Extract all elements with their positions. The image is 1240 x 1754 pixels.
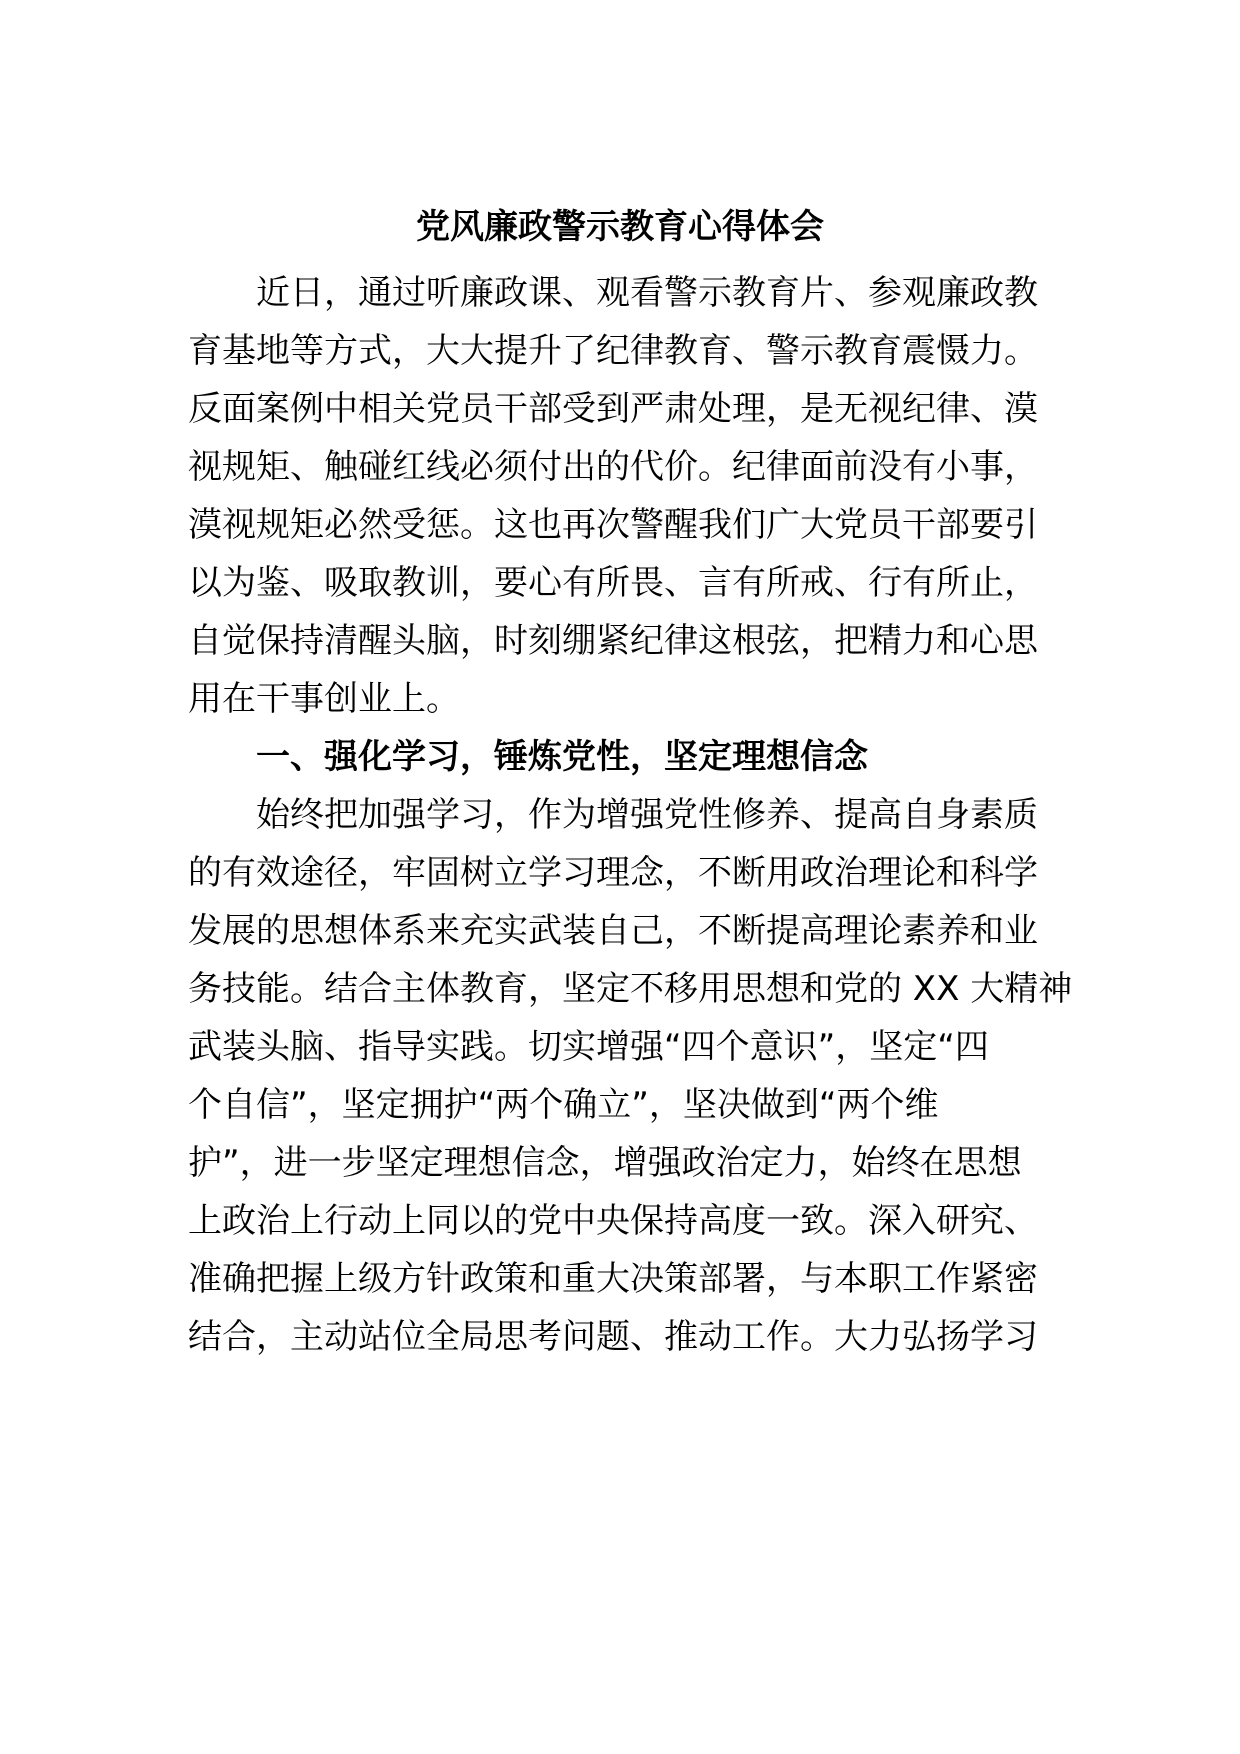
section-heading: 一、强化学习，锤炼党性，坚定理想信念 <box>256 737 868 777</box>
paragraph-line: 视规矩、触碰红线必须付出的代价。纪律面前没有小事， <box>188 447 1038 487</box>
document-title: 党风廉政警示教育心得体会 <box>416 207 824 247</box>
paragraph-line: 漠视规矩必然受惩。这也再次警醒我们广大党员干部要引 <box>188 505 1038 545</box>
paragraph-line: 育基地等方式，大大提升了纪律教育、警示教育震慑力。 <box>188 331 1038 371</box>
paragraph-line: 个自信”，坚定拥护“两个确立”，坚决做到“两个维 <box>188 1085 939 1125</box>
paragraph-line: 准确把握上级方针政策和重大决策部署，与本职工作紧密 <box>188 1259 1038 1299</box>
paragraph-line: 护”，进一步坚定理想信念，增强政治定力，始终在思想 <box>188 1143 1022 1183</box>
paragraph-line: 用在干事创业上。 <box>188 679 460 719</box>
paragraph-line: 务技能。结合主体教育，坚定不移用思想和党的 XX 大精神 <box>188 969 1073 1009</box>
paragraph-line: 自觉保持清醒头脑，时刻绷紧纪律这根弦，把精力和心思 <box>188 621 1038 661</box>
paragraph-line: 反面案例中相关党员干部受到严肃处理，是无视纪律、漠 <box>188 389 1038 429</box>
paragraph-line: 的有效途径，牢固树立学习理念，不断用政治理论和科学 <box>188 853 1038 893</box>
paragraph-line: 结合，主动站位全局思考问题、推动工作。大力弘扬学习 <box>188 1317 1038 1357</box>
paragraph-line: 以为鉴、吸取教训，要心有所畏、言有所戒、行有所止， <box>188 563 1038 603</box>
paragraph-line: 上政治上行动上同以的党中央保持高度一致。深入研究、 <box>188 1201 1038 1241</box>
paragraph-line: 发展的思想体系来充实武装自己，不断提高理论素养和业 <box>188 911 1038 951</box>
paragraph-line: 近日，通过听廉政课、观看警示教育片、参观廉政教 <box>256 273 1038 313</box>
paragraph-line: 始终把加强学习，作为增强党性修养、提高自身素质 <box>256 795 1038 835</box>
paragraph-line: 武装头脑、指导实践。切实增强“四个意识”，坚定“四 <box>188 1027 989 1067</box>
